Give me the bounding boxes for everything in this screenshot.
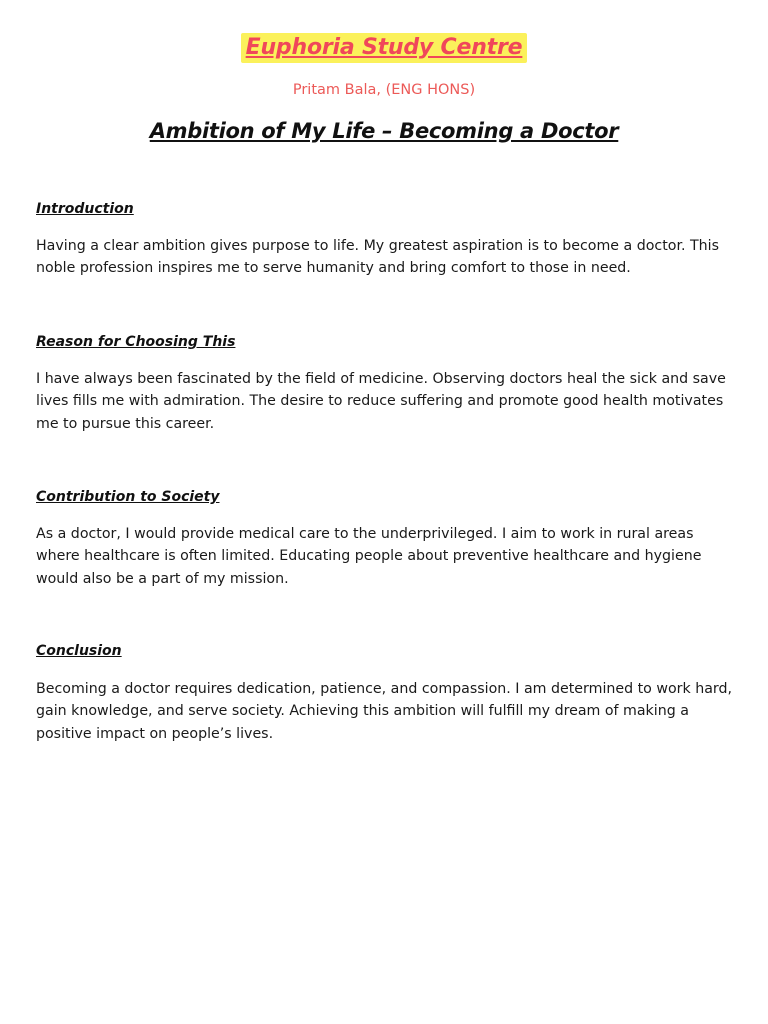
section-heading-conclusion: Conclusion xyxy=(36,643,122,659)
section-body-conclusion: Becoming a doctor requires dedication, patience, and compassion. I am determined to work hard, gain knowledge, and serve society. Achieving this ambition will fulfill my dream of making a positive impact on people’s lives. xyxy=(36,681,732,742)
section-body-reason: I have always been fascinated by the field of medicine. Observing doctors heal the sick and save lives fills me with admiration. The desire to reduce suffering and promote good health motivates me to pursue this career. xyxy=(36,371,726,432)
section-body-contribution: As a doctor, I would provide medical care to the underprivileged. I aim to work in rural areas where healthcare is often limited. Educating people about preventive healthcare and hygiene would also be a part of my mission. xyxy=(36,526,702,587)
author-line: Pritam Bala, (ENG HONS) xyxy=(292,82,476,98)
header xyxy=(0,33,768,63)
section-heading-contribution: Contribution to Society xyxy=(36,489,220,505)
section-heading-introduction: Introduction xyxy=(36,201,134,217)
section-heading-reason: Reason for Choosing This xyxy=(36,334,236,350)
section-body-introduction: Having a clear ambition gives purpose to life. My greatest aspiration is to become a doctor. This noble profession inspires me to serve humanity and bring comfort to those in need. xyxy=(36,238,720,277)
study-centre-title: Euphoria Study Centre xyxy=(241,33,528,63)
essay-title: Ambition of My Life – Becoming a Doctor xyxy=(149,119,619,143)
